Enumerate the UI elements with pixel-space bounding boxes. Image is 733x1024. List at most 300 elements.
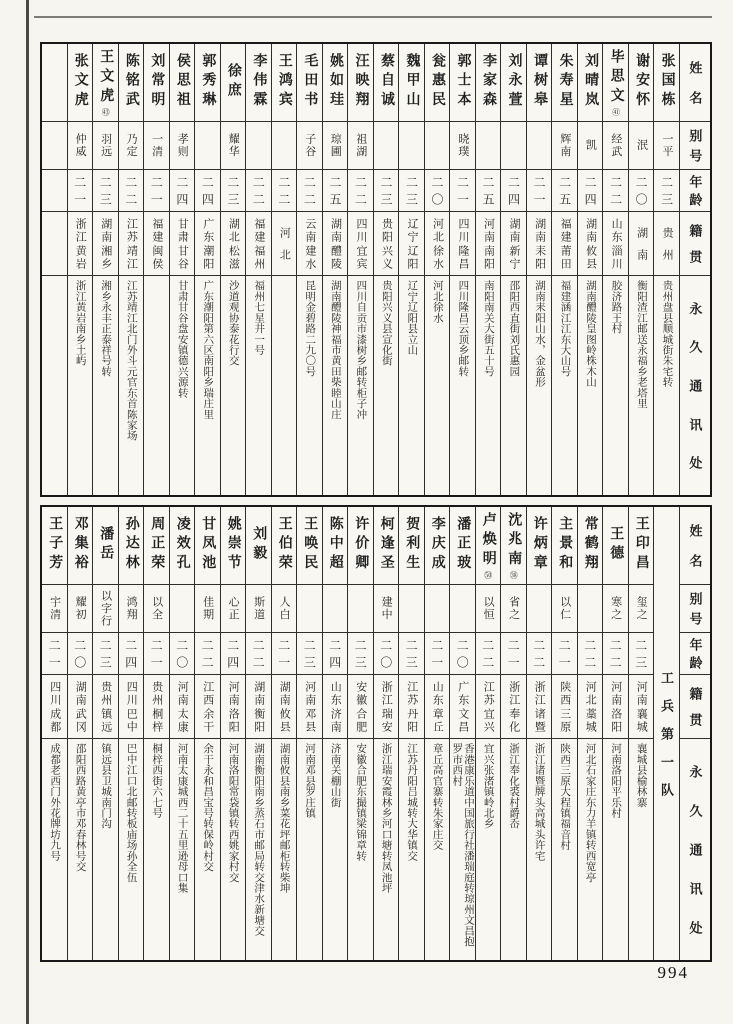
header-age-cell — [680, 170, 710, 212]
person-column — [272, 44, 298, 495]
person-address-cell — [603, 739, 628, 960]
person-age-cell — [297, 170, 322, 212]
person-name-cell — [68, 507, 93, 585]
person-alias-cell — [272, 585, 297, 633]
person-name: 王伯荣 — [276, 516, 292, 574]
person-address-cell — [144, 276, 169, 495]
person-age: 二 五 — [481, 175, 496, 206]
person-age-cell — [527, 633, 552, 675]
person-age: 二 二 — [123, 175, 138, 206]
person-alias-cell — [629, 122, 654, 170]
person-native-cell — [348, 212, 373, 276]
person-column — [476, 44, 502, 495]
person-age: 二 二 — [608, 175, 623, 206]
person-age-cell — [323, 170, 348, 212]
person-name: 王文虎 — [98, 49, 114, 107]
header-alias-cell — [680, 122, 710, 170]
person-alias: 辉南 — [558, 133, 571, 158]
person-column — [246, 44, 272, 495]
person-age-cell — [603, 633, 628, 675]
person-address-cell — [170, 276, 195, 495]
person-name: 姚崇节 — [225, 516, 241, 574]
person-native-place: 甘 肃 甘 谷 — [176, 217, 189, 270]
person-name: 王唤民 — [302, 516, 318, 574]
person-age-cell — [93, 170, 118, 212]
person-alias-cell — [399, 122, 424, 170]
person-native-cell — [246, 675, 271, 739]
person-alias-cell — [246, 585, 271, 633]
person-address-cell — [399, 739, 424, 960]
person-native-place: 浙 江 瑞 安 — [380, 680, 393, 733]
person-address-cell — [348, 276, 373, 495]
person-age: 二 二 — [582, 638, 597, 669]
person-name-cell — [629, 44, 654, 122]
header-name: 姓 名 — [687, 61, 703, 104]
person-age: 二 二 — [608, 638, 623, 669]
person-age-cell — [501, 170, 526, 212]
person-age-cell — [552, 170, 577, 212]
person-alias-cell — [450, 122, 475, 170]
person-age: 二 三 — [302, 638, 317, 669]
person-address: 河南洛阳平乐村 — [610, 743, 622, 818]
person-native-cell — [603, 675, 628, 739]
person-native-place: 山 东 济 南 — [329, 680, 342, 733]
person-age: 二 二 — [480, 638, 495, 669]
person-alias-cell — [170, 122, 195, 170]
person-native-place: 河 南 邓 县 — [303, 680, 316, 733]
person-age-cell — [170, 633, 195, 675]
person-age: 二 三 — [98, 175, 113, 206]
person-age-cell — [527, 170, 552, 212]
person-native-cell — [654, 212, 679, 276]
person-address-cell — [68, 276, 93, 495]
person-age: 二 二 — [353, 175, 368, 206]
person-native-cell — [323, 675, 348, 739]
person-native-place: 广 东 潮 阳 — [201, 217, 214, 270]
person-column — [578, 507, 604, 960]
person-column — [323, 507, 349, 960]
person-age: 二 三 — [404, 638, 419, 669]
person-native-place: 湖 南 — [635, 226, 648, 261]
person-alias-cell — [195, 122, 220, 170]
person-name-cell — [93, 44, 118, 122]
person-native-place: 山 东 淄 川 — [610, 217, 623, 270]
person-native-cell — [603, 212, 628, 276]
person-age-cell — [144, 170, 169, 212]
person-alias-cell — [450, 585, 475, 633]
person-age-cell — [578, 633, 603, 675]
person-name: 贺利生 — [404, 516, 420, 574]
person-alias-cell — [501, 122, 526, 170]
person-age: 二 二 — [302, 175, 317, 206]
header-alias: 别 号 — [687, 592, 703, 625]
person-column — [119, 44, 145, 495]
person-column — [399, 507, 425, 960]
person-age-cell — [399, 170, 424, 212]
page-number: 994 — [657, 963, 689, 982]
person-age: 二 二 — [276, 175, 291, 206]
person-native-cell — [246, 212, 271, 276]
person-name-cell — [272, 44, 297, 122]
person-address-cell — [246, 276, 271, 495]
person-address: 河南洛阳常袋镇转西姚家村交 — [227, 743, 239, 883]
person-native-cell — [170, 675, 195, 739]
person-name-cell — [119, 507, 144, 585]
footnote-circle-mark: ㊸ — [101, 107, 111, 116]
person-alias-cell — [654, 122, 679, 170]
person-native-place: 山 东 章 丘 — [431, 680, 444, 733]
person-native-place: 河 北 藁 城 — [584, 680, 597, 733]
person-age: 二 一 — [149, 175, 164, 206]
person-native-cell — [399, 212, 424, 276]
person-native-place: 河 南 洛 阳 — [227, 680, 240, 733]
person-alias-cell — [221, 122, 246, 170]
person-alias-cell — [68, 585, 93, 633]
person-alias-cell — [272, 122, 297, 170]
person-age: 二 四 — [583, 175, 598, 206]
roster-table-bottom — [40, 505, 712, 962]
person-alias: 人白 — [278, 596, 291, 621]
person-address: 安徽合肥东撮镇梁锦章转 — [355, 743, 367, 861]
person-address-cell — [323, 276, 348, 495]
person-column — [144, 507, 170, 960]
person-native-place: 贵 阳 兴 义 — [380, 217, 393, 270]
person-column — [629, 507, 655, 960]
person-address-cell — [527, 739, 552, 960]
person-name: 王子芳 — [47, 516, 63, 574]
person-alias-cell — [374, 585, 399, 633]
person-age-cell — [476, 633, 501, 675]
person-native-cell — [68, 675, 93, 739]
scan-edge-top — [34, 16, 712, 18]
person-address: 镇远县卫城南门沟 — [100, 743, 112, 829]
person-native-place: 湖 南 新 宁 — [508, 217, 521, 270]
person-age-cell — [603, 170, 628, 212]
person-native-cell — [348, 675, 373, 739]
person-age: 二 〇 — [430, 175, 444, 206]
person-column — [272, 507, 298, 960]
person-name-cell — [170, 507, 195, 585]
person-name: 潘岳 — [98, 525, 114, 565]
person-column — [425, 44, 451, 495]
person-native-place: 湖 南 衡 阳 — [252, 680, 265, 733]
empty-column — [42, 44, 68, 495]
person-native-cell — [527, 212, 552, 276]
person-age-cell — [629, 633, 654, 675]
person-address: 浙江诸暨牌头高城头许宅 — [533, 743, 545, 861]
person-name: 周正荣 — [149, 516, 165, 574]
person-native-place: 浙 江 诸 暨 — [533, 680, 546, 733]
person-age: 二 一 — [506, 638, 521, 669]
person-name: 许炳章 — [531, 516, 547, 574]
person-address: 香港康乐道中国旅行社潘瑞庭转琼州文昌抱罗市西村 — [451, 743, 474, 947]
person-name-cell — [527, 44, 552, 122]
person-native-place: 福 建 莆 田 — [559, 217, 572, 270]
person-native-place: 安 徽 合 肥 — [354, 680, 367, 733]
person-column — [552, 44, 578, 495]
person-name-cell — [374, 44, 399, 122]
person-address: 辽宁辽阳县立山 — [406, 280, 418, 355]
person-age-cell — [170, 170, 195, 212]
person-name-cell — [323, 44, 348, 122]
person-native-cell — [323, 212, 348, 276]
person-name-cell — [323, 507, 348, 585]
person-alias-cell — [93, 585, 118, 633]
page-content — [40, 42, 712, 962]
person-address-cell — [348, 739, 373, 960]
person-native-cell — [195, 212, 220, 276]
person-native-place: 四 川 宜 宾 — [354, 217, 367, 270]
person-alias: 凯 — [584, 139, 597, 152]
person-address: 浙江奉化裘村爵岙 — [508, 743, 520, 829]
person-name: 邓集裕 — [72, 516, 88, 574]
person-native-cell — [297, 212, 322, 276]
person-column — [246, 507, 272, 960]
person-native-place: 四 川 巴 中 — [125, 680, 138, 733]
person-alias-cell — [42, 585, 67, 633]
person-name: 沈兆南 — [506, 512, 522, 570]
person-address: 桐梓西街六七号 — [151, 743, 163, 818]
person-native-place: 河 南 襄 城 — [635, 680, 648, 733]
person-native-cell — [374, 212, 399, 276]
person-alias-cell — [527, 122, 552, 170]
person-native-place: 河 南 洛 阳 — [609, 680, 622, 733]
person-name-cell — [195, 507, 220, 585]
person-column — [68, 44, 94, 495]
person-name: 刘毅 — [251, 525, 267, 565]
person-alias-cell — [399, 585, 424, 633]
person-age: 二 一 — [455, 175, 470, 206]
person-address: 余干永和昌宝号转保岭村交 — [202, 743, 214, 872]
person-name: 郭秀琳 — [200, 53, 216, 111]
person-address: 襄城县榆林寨 — [635, 743, 647, 808]
person-address: 湖南攸县南乡菜花坪邮柜转柴坤 — [278, 743, 290, 893]
person-age-cell — [450, 170, 475, 212]
person-address-cell — [476, 276, 501, 495]
person-alias-cell — [297, 585, 322, 633]
person-address: 济南关棚山街 — [329, 743, 341, 808]
person-column — [170, 507, 196, 960]
person-alias: 一平 — [660, 133, 673, 158]
person-address-cell — [527, 276, 552, 495]
person-name: 主景和 — [557, 516, 573, 574]
person-age-cell — [42, 633, 67, 675]
person-name-cell — [476, 44, 501, 122]
scan-edge-left — [26, 0, 29, 1024]
person-age: 二 四 — [327, 638, 342, 669]
person-native-place: 河 南 南 阳 — [482, 217, 495, 270]
person-name-cell — [425, 507, 450, 585]
person-alias-cell — [323, 122, 348, 170]
person-address-cell — [450, 739, 475, 960]
person-address: 昆明金碧路二九〇号 — [304, 280, 316, 377]
person-address-cell — [272, 739, 297, 960]
person-native-place: 河 南 太 康 — [176, 680, 189, 733]
person-alias-cell — [425, 122, 450, 170]
empty-cell — [42, 212, 67, 276]
person-column — [170, 44, 196, 495]
person-native-cell — [93, 212, 118, 276]
person-alias-cell — [93, 122, 118, 170]
person-name-cell — [144, 507, 169, 585]
section-column — [654, 507, 680, 960]
header-native-place: 籍 贯 — [687, 687, 703, 726]
person-alias: 经武 — [609, 133, 622, 158]
person-age: 二 三 — [378, 175, 393, 206]
person-age: 二 四 — [200, 175, 215, 206]
person-address: 甘肃甘谷盘安镇德兴源转 — [176, 280, 188, 398]
person-age: 二 一 — [276, 638, 291, 669]
person-age-cell — [272, 170, 297, 212]
person-age: 二 〇 — [378, 638, 393, 669]
person-address-cell — [374, 739, 399, 960]
person-native-place: 湖 南 湘 乡 — [99, 217, 112, 270]
person-native-cell — [119, 675, 144, 739]
person-alias-cell — [221, 585, 246, 633]
person-native-cell — [374, 675, 399, 739]
person-native-cell — [552, 212, 577, 276]
person-address: 邵阳西路黄亭市邓春林号交 — [74, 743, 86, 872]
person-alias-cell — [629, 585, 654, 633]
person-column — [221, 507, 247, 960]
person-age-cell — [68, 170, 93, 212]
person-alias-cell — [323, 585, 348, 633]
person-native-cell — [629, 212, 654, 276]
person-native-place: 陕 西 三 原 — [558, 680, 571, 733]
person-name: 郭士本 — [455, 53, 471, 111]
person-alias-cell — [348, 585, 373, 633]
person-native-place: 河 北 — [278, 226, 291, 261]
person-name: 朱寿星 — [557, 53, 573, 111]
person-name: 李庆成 — [429, 516, 445, 574]
person-alias-cell — [527, 585, 552, 633]
person-address: 江苏靖江北门外斗元官东首陈家场 — [125, 280, 137, 441]
person-age: 二 三 — [659, 175, 674, 206]
person-name: 潘正玻 — [455, 516, 471, 574]
person-native-cell — [272, 212, 297, 276]
person-address: 湘乡永丰正泰祥号转 — [100, 280, 112, 377]
person-name-cell — [603, 507, 628, 585]
person-alias-cell — [297, 122, 322, 170]
person-native-cell — [450, 212, 475, 276]
person-name: 凌效孔 — [174, 516, 190, 574]
person-age: 二 二 — [251, 175, 266, 206]
header-column — [680, 44, 710, 495]
person-alias-cell — [144, 122, 169, 170]
person-column — [144, 44, 170, 495]
person-native-cell — [425, 675, 450, 739]
empty-cell — [42, 170, 67, 212]
person-address: 章丘高官寨转朱家庄交 — [431, 743, 443, 851]
person-alias-cell — [144, 585, 169, 633]
header-permanent-address: 永 久 通 讯 处 — [687, 765, 703, 934]
person-name: 徐庶 — [225, 62, 241, 102]
person-alias: 建中 — [380, 596, 393, 621]
header-age-cell — [680, 633, 710, 675]
person-native-cell — [221, 675, 246, 739]
person-column — [654, 44, 680, 495]
person-native-cell — [68, 212, 93, 276]
person-address: 沙道观协泰花行交 — [227, 280, 239, 366]
person-address-cell — [93, 276, 118, 495]
person-native-place: 福 建 闽 侯 — [150, 217, 163, 270]
section-title — [654, 507, 679, 960]
person-age-cell — [221, 633, 246, 675]
person-age: 二 三 — [98, 638, 113, 669]
person-address-cell — [93, 739, 118, 960]
person-name: 柯逢圣 — [378, 516, 394, 574]
person-age-cell — [348, 170, 373, 212]
person-name-cell — [629, 507, 654, 585]
roster-table-top — [40, 42, 712, 497]
person-address-cell — [476, 739, 501, 960]
person-age: 二 五 — [327, 175, 342, 206]
person-alias: 耀初 — [74, 596, 87, 621]
person-name-cell — [221, 507, 246, 585]
person-age-cell — [144, 633, 169, 675]
person-native-place: 浙 江 黄 岩 — [74, 217, 87, 270]
person-column — [323, 44, 349, 495]
person-address: 四川自贡市漆树乡邮转柜子冲 — [355, 280, 367, 420]
person-column — [374, 507, 400, 960]
person-column — [297, 507, 323, 960]
person-age: 二 三 — [633, 638, 648, 669]
person-column — [93, 44, 119, 495]
person-column — [348, 507, 374, 960]
person-age-cell — [654, 170, 679, 212]
person-name-cell — [578, 44, 603, 122]
person-age-cell — [119, 170, 144, 212]
person-native-place: 广 东 文 昌 — [456, 680, 469, 733]
person-name-cell — [246, 44, 271, 122]
person-address-cell — [552, 276, 577, 495]
person-address: 贵州盘县顺城街朱宅转 — [661, 280, 673, 388]
person-native-place: 四 川 隆 昌 — [457, 217, 470, 270]
person-column — [68, 507, 94, 960]
header-native-place: 籍 贯 — [687, 224, 703, 263]
person-address: 福建涵江江东大山号 — [559, 280, 571, 377]
person-address: 河南太康城西二十五里逊母口集 — [176, 743, 188, 893]
person-native-place: 湖 北 松 滋 — [227, 217, 240, 270]
person-address-cell — [450, 276, 475, 495]
person-alias: 鸿翔 — [125, 596, 138, 621]
person-address-cell — [323, 739, 348, 960]
person-name-cell — [68, 44, 93, 122]
section-title-text: 工 兵 第 一 队 — [659, 671, 674, 796]
person-native-cell — [501, 212, 526, 276]
person-column — [297, 44, 323, 495]
person-alias-cell — [374, 122, 399, 170]
person-name: 孙达林 — [123, 516, 139, 574]
person-column — [501, 44, 527, 495]
person-column — [374, 44, 400, 495]
person-native-cell — [144, 675, 169, 739]
person-name: 常鹤翔 — [582, 516, 598, 574]
person-native-place: 四 川 成 都 — [48, 680, 61, 733]
person-alias: 孝则 — [176, 133, 189, 158]
person-name-cell — [297, 507, 322, 585]
person-alias-cell — [476, 122, 501, 170]
person-name-cell — [552, 44, 577, 122]
person-address-cell — [629, 739, 654, 960]
person-name-cell — [297, 44, 322, 122]
person-native-place: 辽 宁 辽 阳 — [405, 217, 418, 270]
person-native-place: 江 苏 丹 阳 — [405, 680, 418, 733]
person-name-cell — [119, 44, 144, 122]
person-native-place: 江 西 余 干 — [201, 680, 214, 733]
person-native-cell — [42, 675, 67, 739]
person-name: 李家森 — [481, 53, 497, 111]
